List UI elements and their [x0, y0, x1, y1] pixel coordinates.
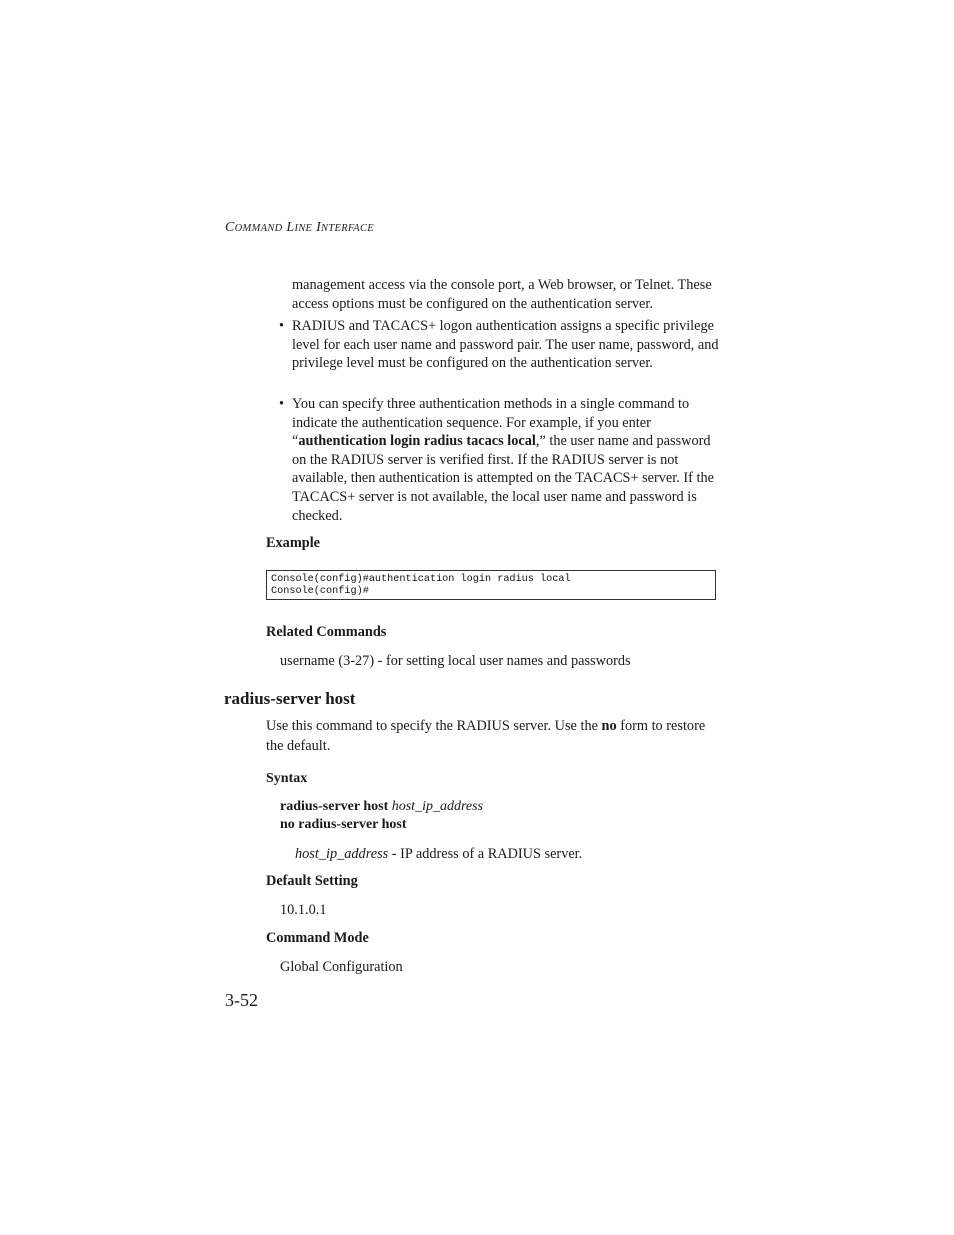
syntax-heading: Syntax	[266, 771, 308, 786]
code-line: Console(config)#	[271, 586, 369, 597]
bullet-text: You can specify three authentication methods in a single command to indicate the authentication sequence. For example, if you enter “authentication login radius tacacs local,” the user name and password on the RADIUS server is verified first. If the RADIUS server is not available, then authentication is attempted on the TACACS+ server. If the TACACS+ server is not available, the local user name and password is checked.	[292, 396, 714, 524]
bullet-marker: •	[279, 396, 285, 412]
example-heading: Example	[266, 535, 321, 551]
command-mode-value: Global Configuration	[280, 959, 403, 975]
syntax-line: radius-server host host_ip_address	[280, 799, 484, 814]
bullet-marker: •	[279, 318, 285, 334]
command-title: radius-server host	[224, 689, 356, 708]
code-example-box	[266, 570, 716, 600]
related-commands-text: username (3-27) - for setting local user names and passwords	[280, 653, 631, 669]
bullet-text: RADIUS and TACACS+ logon authentication assigns a specific privilege level for each user name and password pair. The user name, password, and privilege level must be configured on the authentication server.	[292, 318, 719, 372]
command-mode-heading: Command Mode	[266, 930, 369, 946]
command-description: Use this command to specify the RADIUS server. Use the no form to restore the default.	[266, 718, 706, 754]
related-commands-heading: Related Commands	[266, 624, 387, 640]
syntax-parameter: host_ip_address - IP address of a RADIUS server.	[295, 846, 583, 862]
syntax-line: no radius-server host	[280, 817, 407, 832]
continued-paragraph: management access via the console port, a Web browser, or Telnet. These access options must be configured on the authentication server.	[292, 277, 712, 312]
running-header: COMMAND LINE INTERFACE	[225, 220, 375, 235]
bold-command: authentication login radius tacacs local	[298, 433, 536, 450]
code-line: Console(config)#authentication login radius local	[271, 574, 571, 585]
default-setting-heading: Default Setting	[266, 873, 358, 889]
page-number: 3-52	[225, 990, 258, 1010]
default-setting-value: 10.1.0.1	[280, 902, 327, 918]
